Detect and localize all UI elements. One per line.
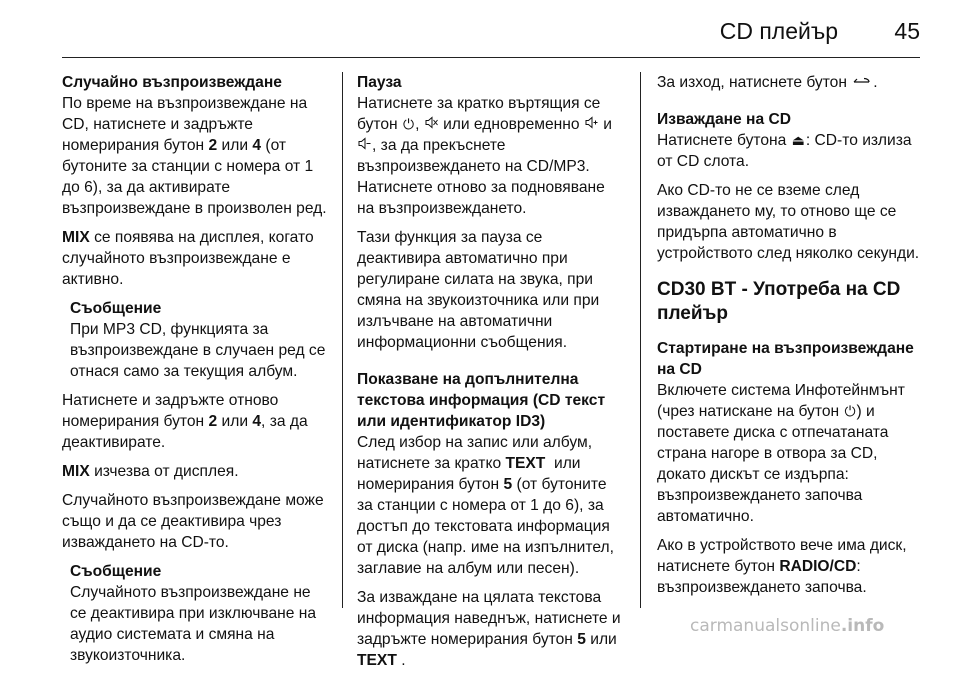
paragraph-eject bbox=[657, 130, 921, 172]
text-run: , bbox=[415, 116, 424, 133]
power-icon: ⏻ bbox=[844, 403, 856, 419]
text-button-label: TEXT bbox=[357, 652, 397, 669]
paragraph-eject-deactivate: Случайното възпроизвеждане може също и да се деактивира чрез изваждането на CD-то. bbox=[62, 492, 324, 551]
paragraph-random-activate bbox=[62, 93, 330, 219]
column-divider-2 bbox=[640, 72, 641, 608]
eject-icon: ⏏ bbox=[791, 132, 805, 148]
text-run: , за да деактивирате. bbox=[62, 413, 308, 451]
paragraph-mix-hidden bbox=[62, 461, 330, 482]
text-run: или bbox=[217, 137, 253, 154]
text-run: (от бутоните за станции с номера от 1 до 6), за да активирате възпроизвеждане в произволен ред. bbox=[62, 137, 327, 217]
paragraph-mix-shown bbox=[62, 227, 330, 290]
back-icon bbox=[852, 72, 872, 93]
paragraph-pause bbox=[357, 93, 625, 219]
text-run: Натиснете и задръжте отново номерирания бутон bbox=[62, 392, 279, 430]
column-2 bbox=[357, 72, 625, 679]
power-icon: ⏻ bbox=[402, 116, 415, 132]
heading-text-info: Показване на допълнителна текстова информация (CD текст или идентификатор ID3) bbox=[357, 371, 606, 430]
button-label-5: 5 bbox=[503, 476, 513, 493]
page-header bbox=[0, 0, 960, 62]
page-number: 45 bbox=[894, 18, 920, 44]
text-run: изчезва от дисплея. bbox=[89, 463, 239, 480]
radio-cd-button-label: RADIO/CD bbox=[779, 558, 857, 575]
watermark-text: carmanualsonline bbox=[690, 616, 841, 636]
text-run: и bbox=[598, 116, 612, 133]
mute-icon bbox=[425, 114, 438, 135]
text-run: : възпроизвеждането започва. bbox=[657, 558, 867, 596]
column-3 bbox=[657, 72, 921, 606]
text-run: След избор на запис или албум, натиснете за кратко bbox=[357, 434, 593, 472]
heading-cd30: CD30 BT - Употреба на CD плейър bbox=[657, 279, 901, 324]
note-random-persist bbox=[62, 561, 330, 666]
text-run: или едновременно bbox=[438, 116, 584, 133]
text-run: (от бутоните за станции с номера от 1 до 6), за достъп до текстовата информация от диска (напр. име на изпълнител, заглавие на албум или песен). bbox=[357, 476, 614, 577]
text-run: Включете система Инфотейнмънт (чрез натискане на бутон bbox=[657, 382, 905, 420]
watermark-domain: .info bbox=[840, 616, 885, 636]
heading-eject: Изваждане на CD bbox=[657, 111, 792, 128]
note-text: При MP3 CD, функцията за възпроизвеждане в случаен ред се отнася само за текущия албум. bbox=[70, 321, 326, 380]
button-label-5: 5 bbox=[577, 631, 586, 648]
text-run: Натиснете за кратко въртящия се бутон bbox=[357, 95, 601, 133]
paragraph-eject-retract: Ако CD-то не се вземе след изваждането му, то отново ще се придърпа автоматично в устройството след няколко секунди. bbox=[657, 182, 920, 262]
note-mp3 bbox=[62, 298, 330, 382]
paragraph-text-info bbox=[357, 432, 625, 579]
note-title: Съобщение bbox=[70, 563, 162, 580]
column-1 bbox=[62, 72, 330, 674]
text-run: Натиснете бутона bbox=[657, 132, 791, 149]
text-run: се появява на дисплея, когато случайното възпроизвеждане е активно. bbox=[62, 229, 314, 288]
text-run: , за да прекъснете възпроизвеждането на CD/MP3. Натиснете отново за подновяване на възпроизвеждането. bbox=[357, 137, 605, 217]
paragraph-text-all bbox=[357, 587, 625, 671]
text-run: ) и поставете диска с отпечатаната страна нагоре в отвора за CD, докато дискът се издърпа: възпроизвеждането започва автоматично. bbox=[657, 403, 889, 525]
text-run: или bbox=[217, 413, 253, 430]
text-run: : CD-то излиза от CD слота. bbox=[657, 132, 912, 170]
paragraph-pause-deactivate: Тази функция за пауза се деактивира автоматично при регулиране силата на звука, при смяна на звукоизточника или при излъчване на автоматични информационни съобщения. bbox=[357, 229, 600, 351]
text-run: или номерирания бутон bbox=[357, 455, 585, 493]
button-label-4: 4 bbox=[252, 413, 262, 430]
heading-pause: Пауза bbox=[357, 74, 402, 91]
volume-up-icon bbox=[585, 114, 598, 135]
mix-label: MIX bbox=[62, 463, 90, 480]
text-run: Ако в устройството вече има диск, натиснете бутон bbox=[657, 537, 907, 575]
text-run: За изход, натиснете бутон bbox=[657, 74, 852, 91]
button-label-4: 4 bbox=[252, 137, 262, 154]
paragraph-start-play bbox=[657, 380, 921, 527]
button-label-2: 2 bbox=[208, 413, 218, 430]
column-divider-1 bbox=[342, 72, 343, 608]
text-run: . bbox=[873, 74, 878, 91]
header-divider bbox=[62, 57, 920, 58]
mix-label: MIX bbox=[62, 229, 90, 246]
watermark-footer bbox=[690, 616, 884, 636]
paragraph-random-deactivate bbox=[62, 390, 330, 453]
section-title: CD плейър bbox=[719, 18, 838, 44]
text-run: . bbox=[396, 652, 406, 669]
button-label-2: 2 bbox=[208, 137, 218, 154]
paragraph-disc-present bbox=[657, 535, 921, 598]
text-run: По време на възпроизвеждане на CD, натиснете и задръжте номерирания бутон bbox=[62, 95, 308, 154]
heading-start-play: Стартиране на възпроизвеждане на CD bbox=[657, 340, 914, 378]
text-run: или bbox=[585, 631, 617, 648]
note-title: Съобщение bbox=[70, 300, 162, 317]
volume-down-icon bbox=[358, 135, 371, 156]
text-button-label: TEXT bbox=[505, 455, 546, 472]
note-text: Случайното възпроизвеждане не се деактивира при изключване на аудио системата и смяна на звукоизточника. bbox=[70, 584, 317, 664]
paragraph-exit bbox=[657, 72, 921, 93]
heading-random-play: Случайно възпроизвеждане bbox=[62, 74, 282, 91]
text-run: За изваждане на цялата текстова информация наведнъж, натиснете и задръжте номерирания бутон bbox=[357, 589, 621, 648]
